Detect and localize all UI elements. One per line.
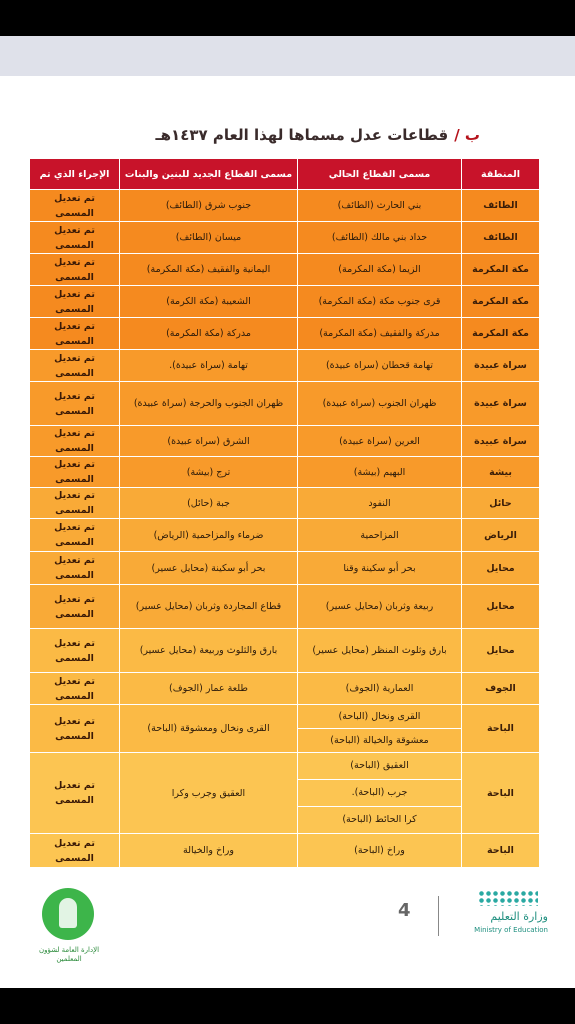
new-sector-cell: قطاع المجاردة وثربان (محايل عسير) xyxy=(120,585,298,629)
new-sector-cell: بحر أبو سكينة (محايل عسير) xyxy=(120,552,298,585)
current-sector-name: العمارية (الجوف) xyxy=(345,683,414,694)
action-cell: تم تعديل المسمى xyxy=(30,318,120,350)
document-page xyxy=(0,76,575,988)
table-row xyxy=(30,457,540,488)
region-cell: سراة عبيدة xyxy=(462,350,540,382)
region-cell: محايل xyxy=(462,552,540,585)
action-cell: تم تعديل المسمى xyxy=(30,629,120,673)
table-row xyxy=(30,286,540,318)
action-cell: تم تعديل المسمى xyxy=(30,705,120,753)
region-cell: الباحة xyxy=(462,705,540,753)
current-sector-cell xyxy=(298,190,462,222)
current-sector-name: العقيق (الباحة) xyxy=(350,760,409,771)
heading-text: قطاعات عدل مسماها لهذا العام ١٤٣٧هـ xyxy=(155,126,449,144)
region-cell: مكة المكرمة xyxy=(462,254,540,286)
new-sector-cell: العقيق وجرب وكرا xyxy=(120,753,298,834)
region-cell: مكة المكرمة xyxy=(462,318,540,350)
page-heading xyxy=(156,126,480,144)
new-sector-cell: ظهران الجنوب والحرجة (سراة عبيدة) xyxy=(120,382,298,426)
new-sector-cell: اليمانية والفقيف (مكة المكرمة) xyxy=(120,254,298,286)
current-sector-cell xyxy=(298,254,462,286)
region-cell: حائل xyxy=(462,488,540,519)
table-body xyxy=(30,190,540,868)
table-row xyxy=(30,318,540,350)
current-sector-cell xyxy=(298,585,462,629)
new-sector-cell: طلعة عمار (الجوف) xyxy=(120,673,298,705)
ministry-name-en: Ministry of Education xyxy=(474,926,548,934)
ministry-dots-icon xyxy=(478,890,538,906)
current-sector-name: بحر أبو سكينة وقنا xyxy=(343,562,416,574)
current-sector-cell xyxy=(298,629,462,673)
region-cell: بيشة xyxy=(462,457,540,488)
table-row xyxy=(30,834,540,868)
action-cell: تم تعديل المسمى xyxy=(30,457,120,488)
current-sector-name: البهيم (بيشة) xyxy=(353,466,406,478)
current-sector-name: وراخ (الباحة) xyxy=(354,845,405,856)
table-row xyxy=(30,629,540,673)
action-cell: تم تعديل المسمى xyxy=(30,585,120,629)
current-sector-cell xyxy=(298,426,462,457)
ministry-name: وزارة التعليم xyxy=(490,910,548,923)
table-row xyxy=(30,382,540,426)
action-cell: تم تعديل المسمى xyxy=(30,382,120,426)
action-cell: تم تعديل المسمى xyxy=(30,350,120,382)
current-sector-name: العرين (سراة عبيدة) xyxy=(339,435,420,447)
current-sector-cell xyxy=(298,222,462,254)
current-sector-name: ربيعة وثربان (محايل عسير) xyxy=(325,601,434,612)
teachers-logo-icon xyxy=(42,888,94,940)
table-row xyxy=(30,190,540,222)
current-sector-name: القرى ونخال (الباحة) xyxy=(338,711,421,722)
table-row xyxy=(30,222,540,254)
new-sector-cell: الشرق (سراة عبيدة) xyxy=(120,426,298,457)
new-sector-cell: وراخ والخيالة xyxy=(120,834,298,868)
page-number: 4 xyxy=(398,900,411,921)
action-cell: تم تعديل المسمى xyxy=(30,286,120,318)
current-sector-cell xyxy=(298,519,462,552)
ministry-logo xyxy=(448,890,548,940)
current-sector-name: بارق وثلوث المنظر (محايل عسير) xyxy=(312,645,447,656)
top-bar xyxy=(0,0,575,36)
current-sector-cell xyxy=(298,705,462,753)
action-cell: تم تعديل المسمى xyxy=(30,753,120,834)
current-sector-cell xyxy=(298,286,462,318)
action-cell: تم تعديل المسمى xyxy=(30,222,120,254)
table-row xyxy=(30,350,540,382)
header-new-sector: مسمى القطاع الجديد للبنين والبنات xyxy=(120,159,298,190)
current-sector-cell xyxy=(298,753,462,834)
current-sector-cell xyxy=(298,382,462,426)
region-cell: محايل xyxy=(462,629,540,673)
current-sector-name: المزاحمية xyxy=(360,529,399,541)
current-sector-name: بني الحارث (الطائف) xyxy=(337,200,422,211)
table-row xyxy=(30,519,540,552)
current-sector-name: حداد بني مالك (الطائف) xyxy=(331,232,428,243)
current-sector-name: كرا الحائط (الباحة) xyxy=(298,806,461,833)
table-row xyxy=(30,488,540,519)
region-cell: الباحة xyxy=(462,834,540,868)
region-cell: الرياض xyxy=(462,519,540,552)
footer-divider xyxy=(438,896,439,936)
table-header-row xyxy=(30,159,540,190)
bottom-bar xyxy=(0,988,575,1024)
table-row xyxy=(30,753,540,834)
region-cell: سراة عبيدة xyxy=(462,382,540,426)
new-sector-cell: جبة (حائل) xyxy=(120,488,298,519)
sectors-table xyxy=(29,158,540,868)
action-cell: تم تعديل المسمى xyxy=(30,190,120,222)
current-sector-cell xyxy=(298,350,462,382)
region-cell: الطائف xyxy=(462,190,540,222)
table-row xyxy=(30,585,540,629)
current-sector-name: ظهران الجنوب (سراة عبيدة) xyxy=(322,398,437,409)
current-sector-cell xyxy=(298,552,462,585)
new-sector-cell: جنوب شرق (الطائف) xyxy=(120,190,298,222)
header-action: الإجراء الذي تم xyxy=(30,159,120,190)
new-sector-cell: بارق والثلوث وربيعة (محايل عسير) xyxy=(120,629,298,673)
current-sector-name: مدركة والفقيف (مكة المكرمة) xyxy=(319,328,440,339)
action-cell: تم تعديل المسمى xyxy=(30,426,120,457)
current-sector-name: الزيما (مكة المكرمة) xyxy=(338,264,421,275)
header-band xyxy=(0,36,575,76)
current-sector-name: النفود xyxy=(368,497,391,509)
current-sector-cell xyxy=(298,488,462,519)
region-cell: الطائف xyxy=(462,222,540,254)
action-cell: تم تعديل المسمى xyxy=(30,673,120,705)
new-sector-cell: ميسان (الطائف) xyxy=(120,222,298,254)
table-row xyxy=(30,426,540,457)
current-sector-cell xyxy=(298,673,462,705)
action-cell: تم تعديل المسمى xyxy=(30,834,120,868)
table-row xyxy=(30,254,540,286)
table-row xyxy=(30,552,540,585)
new-sector-cell: الشعيبة (مكة الكرمة) xyxy=(120,286,298,318)
header-region: المنطقة xyxy=(462,159,540,190)
new-sector-cell: ضرماء والمزاحمية (الرياض) xyxy=(120,519,298,552)
teachers-affairs-logo xyxy=(34,888,104,978)
region-cell: مكة المكرمة xyxy=(462,286,540,318)
action-cell: تم تعديل المسمى xyxy=(30,254,120,286)
current-sector-cell xyxy=(298,457,462,488)
table-row xyxy=(30,673,540,705)
header-current-sector: مسمى القطاع الحالي xyxy=(298,159,462,190)
action-cell: تم تعديل المسمى xyxy=(30,488,120,519)
current-sector-name: تهامة قحطان (سراة عبيدة) xyxy=(325,360,434,371)
region-cell: الباحة xyxy=(462,753,540,834)
teachers-logo-text: الإدارة العامة لشؤون المعلمين xyxy=(38,946,100,963)
new-sector-cell: ترج (بيشة) xyxy=(120,457,298,488)
new-sector-cell: مدركة (مكة المكرمة) xyxy=(120,318,298,350)
table-row xyxy=(30,705,540,753)
current-sector-name: قرى جنوب مكة (مكة المكرمة) xyxy=(318,296,441,307)
current-sector-name: معشوقة والخيالة (الباحة) xyxy=(298,728,461,752)
new-sector-cell: تهامة (سراة عبيدة). xyxy=(120,350,298,382)
current-sector-name: جرب (الباحة). xyxy=(298,779,461,806)
current-sector-cell xyxy=(298,834,462,868)
current-sector-cell xyxy=(298,318,462,350)
region-cell: الجوف xyxy=(462,673,540,705)
region-cell: محايل xyxy=(462,585,540,629)
new-sector-cell: القرى ونخال ومعشوقة (الباحة) xyxy=(120,705,298,753)
action-cell: تم تعديل المسمى xyxy=(30,552,120,585)
heading-prefix: ب / xyxy=(454,126,480,144)
action-cell: تم تعديل المسمى xyxy=(30,519,120,552)
region-cell: سراة عبيدة xyxy=(462,426,540,457)
page-footer xyxy=(0,878,575,988)
